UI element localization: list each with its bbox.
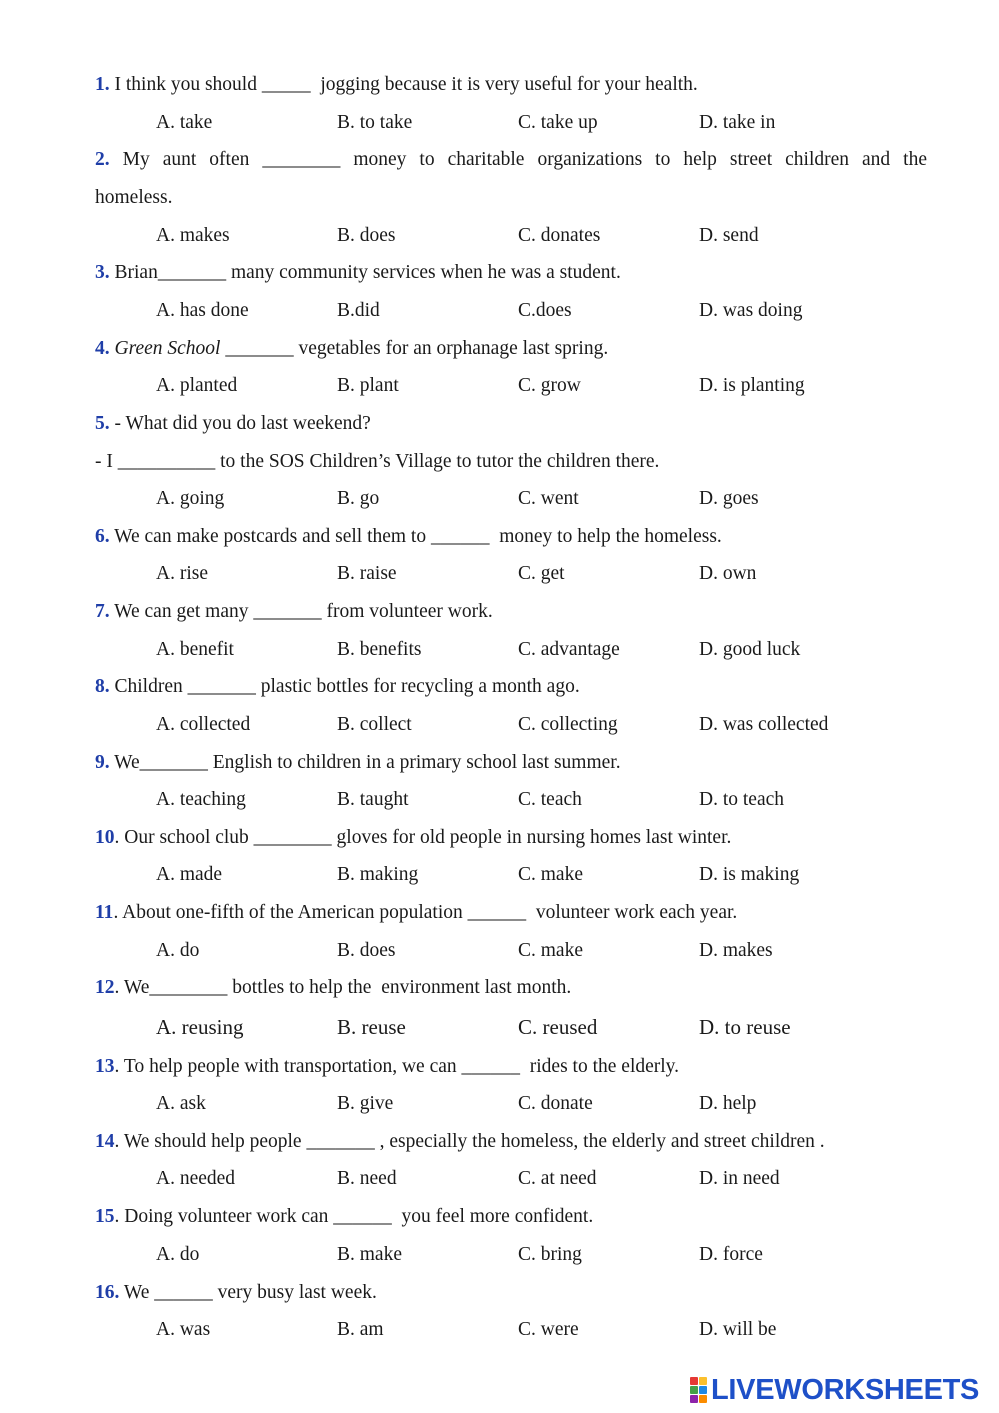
question-15	[95, 1204, 927, 1230]
answer-option-c[interactable]: C. teach	[518, 789, 582, 810]
answer-option-b[interactable]: B. reuse	[337, 1015, 406, 1039]
answer-option-a[interactable]: A. made	[156, 864, 223, 885]
question-2	[95, 147, 927, 173]
answer-option-d[interactable]: D. force	[699, 1244, 763, 1265]
question-number: 15	[95, 1206, 115, 1227]
answer-option-b[interactable]: B. does	[337, 940, 396, 961]
question-2-continuation: homeless.	[95, 187, 173, 208]
answer-option-a[interactable]: A. do	[156, 940, 200, 961]
question-5-continuation: - I __________ to the SOS Children’s Village to tutor the children there.	[95, 451, 660, 472]
answer-option-d[interactable]: D. is planting	[699, 375, 805, 396]
question-text: - What did you do last weekend?	[109, 413, 371, 434]
question-number: 1.	[95, 74, 110, 95]
question-13	[95, 1054, 927, 1080]
question-9	[95, 750, 927, 776]
question-number: 3.	[95, 262, 110, 283]
answer-option-a[interactable]: A. reusing	[156, 1015, 244, 1039]
question-italic-text: Green School	[114, 338, 221, 359]
answer-option-d[interactable]: D. take in	[699, 112, 776, 133]
answer-option-b[interactable]: B. raise	[337, 563, 397, 584]
question-text: Children _______ plastic bottles for recycling a month ago.	[109, 676, 580, 697]
answer-option-c[interactable]: C. bring	[518, 1244, 582, 1265]
answer-option-a[interactable]: A. teaching	[156, 789, 246, 810]
question-text: . Our school club ________ gloves for old people in nursing homes last winter.	[114, 827, 732, 848]
answer-option-a[interactable]: A. rise	[156, 563, 208, 584]
answer-option-b[interactable]: B. benefits	[337, 639, 422, 660]
question-text: . About one-fifth of the American population ______ volunteer work each year.	[113, 902, 738, 923]
answer-option-d[interactable]: D. send	[699, 225, 759, 246]
answer-option-d[interactable]: D. is making	[699, 864, 800, 885]
question-8	[95, 674, 927, 700]
question-number: 5.	[95, 413, 110, 434]
question-1	[95, 72, 927, 98]
answer-option-c[interactable]: C.does	[518, 300, 572, 321]
answer-option-a[interactable]: A. take	[156, 112, 213, 133]
logo-blocks-icon	[690, 1377, 707, 1403]
question-text: . We________ bottles to help the environment last month.	[114, 977, 572, 998]
question-text: I think you should _____ jogging because it is very useful for your health.	[109, 74, 698, 95]
answer-option-c[interactable]: C. reused	[518, 1015, 598, 1039]
question-14	[95, 1129, 927, 1155]
question-3	[95, 260, 927, 286]
logo-text: LIVEWORKSHEETS	[711, 1374, 980, 1406]
answer-option-c[interactable]: C. went	[518, 488, 579, 509]
question-text: We ______ very busy last week.	[119, 1282, 377, 1303]
question-4	[95, 336, 927, 362]
liveworksheets-logo[interactable]	[690, 1375, 979, 1405]
answer-option-d[interactable]: D. to reuse	[699, 1015, 791, 1039]
question-number: 9.	[95, 752, 110, 773]
question-text: My aunt often ________ money to charitable organizations to help street children and the	[109, 149, 927, 170]
answer-option-b[interactable]: B. taught	[337, 789, 409, 810]
answer-option-d[interactable]: D. goes	[699, 488, 759, 509]
answer-option-c[interactable]: C. were	[518, 1319, 579, 1340]
answer-option-c[interactable]: C. at need	[518, 1168, 597, 1189]
answer-option-d[interactable]: D. was doing	[699, 300, 803, 321]
answer-option-c[interactable]: C. make	[518, 864, 583, 885]
answer-option-b[interactable]: B. am	[337, 1319, 384, 1340]
question-12	[95, 975, 927, 1001]
answer-option-c[interactable]: C. get	[518, 563, 565, 584]
question-11	[95, 900, 927, 926]
question-number: 10	[95, 827, 115, 848]
question-number: 12	[95, 977, 115, 998]
question-text: _______ vegetables for an orphanage last spring.	[220, 338, 609, 359]
answer-option-a[interactable]: A. was	[156, 1319, 211, 1340]
answer-option-b[interactable]: B. to take	[337, 112, 413, 133]
answer-option-c[interactable]: C. advantage	[518, 639, 620, 660]
answer-option-c[interactable]: C. donates	[518, 225, 601, 246]
question-number: 16.	[95, 1282, 120, 1303]
question-text: We_______ English to children in a primary school last summer.	[109, 752, 621, 773]
answer-option-c[interactable]: C. take up	[518, 112, 598, 133]
question-number: 13	[95, 1056, 115, 1077]
answer-option-d[interactable]: D. will be	[699, 1319, 777, 1340]
answer-option-d[interactable]: D. own	[699, 563, 757, 584]
answer-option-d[interactable]: D. good luck	[699, 639, 801, 660]
question-5	[95, 411, 927, 437]
question-text: We can get many _______ from volunteer work.	[109, 601, 493, 622]
answer-option-d[interactable]: D. was collected	[699, 714, 829, 735]
question-text: . Doing volunteer work can ______ you feel more confident.	[114, 1206, 594, 1227]
answer-option-a[interactable]: A. needed	[156, 1168, 236, 1189]
answer-option-a[interactable]: A. benefit	[156, 639, 234, 660]
question-text: . We should help people _______ , especially the homeless, the elderly and street children .	[114, 1131, 825, 1152]
question-text: We can make postcards and sell them to ______ money to help the homeless.	[109, 526, 722, 547]
question-number: 8.	[95, 676, 110, 697]
question-16	[95, 1280, 927, 1306]
answer-option-b[interactable]: B. making	[337, 864, 419, 885]
question-6	[95, 524, 927, 550]
answer-option-a[interactable]: A. ask	[156, 1093, 206, 1114]
answer-option-d[interactable]: D. in need	[699, 1168, 780, 1189]
question-10	[95, 825, 927, 851]
question-number: 4.	[95, 338, 110, 359]
answer-option-b[interactable]: B. make	[337, 1244, 402, 1265]
answer-option-b[interactable]: B. give	[337, 1093, 394, 1114]
answer-option-b[interactable]: B.did	[337, 300, 380, 321]
question-7	[95, 599, 927, 625]
answer-option-a[interactable]: A. planted	[156, 375, 238, 396]
question-number: 6.	[95, 526, 110, 547]
question-number: 7.	[95, 601, 110, 622]
answer-option-d[interactable]: D. makes	[699, 940, 773, 961]
answer-option-c[interactable]: C. collecting	[518, 714, 618, 735]
answer-option-b[interactable]: B. need	[337, 1168, 397, 1189]
answer-option-b[interactable]: B. plant	[337, 375, 399, 396]
answer-option-a[interactable]: A. collected	[156, 714, 251, 735]
answer-option-a[interactable]: A. makes	[156, 225, 230, 246]
answer-option-b[interactable]: B. go	[337, 488, 380, 509]
question-number: 14	[95, 1131, 115, 1152]
question-text: Brian_______ many community services when he was a student.	[109, 262, 621, 283]
question-text: . To help people with transportation, we can ______ rides to the elderly.	[114, 1056, 680, 1077]
answer-option-d[interactable]: D. help	[699, 1093, 757, 1114]
answer-option-c[interactable]: C. donate	[518, 1093, 593, 1114]
answer-option-c[interactable]: C. make	[518, 940, 583, 961]
answer-option-a[interactable]: A. do	[156, 1244, 200, 1265]
question-number: 2.	[95, 149, 110, 170]
answer-option-b[interactable]: B. does	[337, 225, 396, 246]
answer-option-b[interactable]: B. collect	[337, 714, 412, 735]
question-number: 11	[95, 902, 114, 923]
answer-option-a[interactable]: A. going	[156, 488, 225, 509]
answer-option-c[interactable]: C. grow	[518, 375, 581, 396]
answer-option-a[interactable]: A. has done	[156, 300, 249, 321]
answer-option-d[interactable]: D. to teach	[699, 789, 785, 810]
